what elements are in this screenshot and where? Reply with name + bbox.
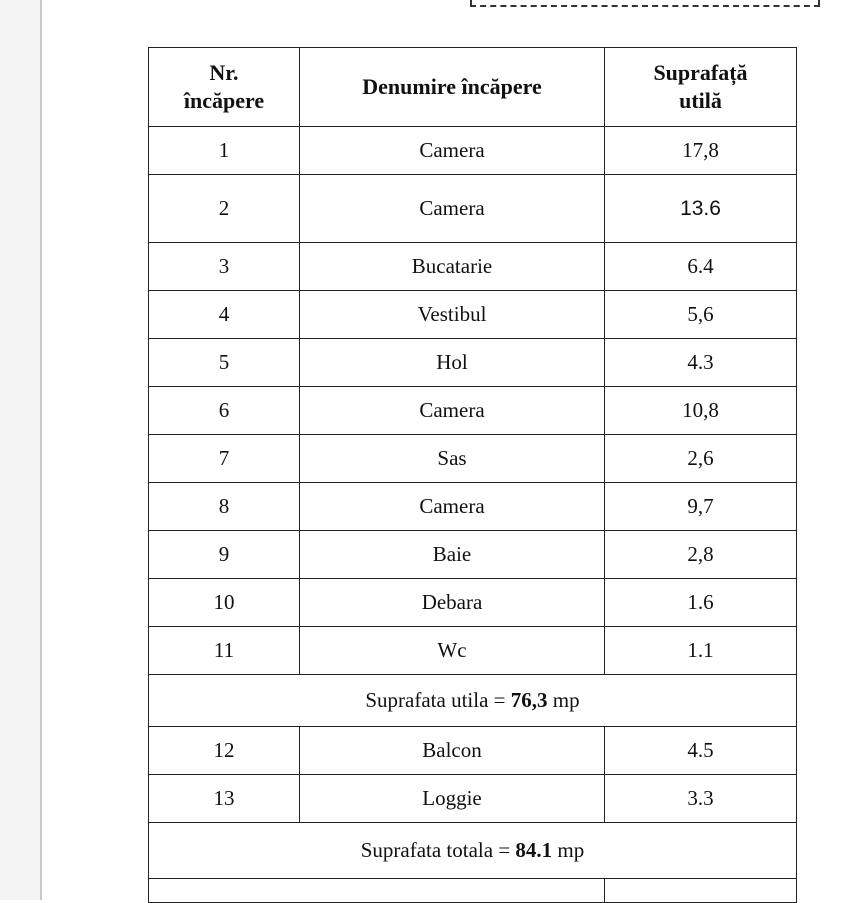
room-number: 8 <box>149 483 300 531</box>
page-left-margin <box>0 0 40 900</box>
room-number: 4 <box>149 291 300 339</box>
room-area: 2,6 <box>605 435 797 483</box>
room-area: 5,6 <box>605 291 797 339</box>
table-row <box>149 175 797 243</box>
room-name: Baie <box>300 531 605 579</box>
header-usable-area: Suprafață utilă <box>605 48 797 127</box>
table-header-row <box>149 48 797 127</box>
room-number: 6 <box>149 387 300 435</box>
room-area: 1.6 <box>605 579 797 627</box>
room-area: 6.4 <box>605 243 797 291</box>
room-name: Camera <box>300 387 605 435</box>
page-edge-line <box>40 0 42 900</box>
table-row <box>149 243 797 291</box>
room-name: Bucatarie <box>300 243 605 291</box>
cut-off-cell <box>149 879 605 903</box>
room-area: 10,8 <box>605 387 797 435</box>
cut-off-cell <box>605 879 797 903</box>
room-name: Balcon <box>300 727 605 775</box>
table-row <box>149 727 797 775</box>
room-name: Camera <box>300 483 605 531</box>
total-row <box>149 823 797 879</box>
room-name: Sas <box>300 435 605 483</box>
room-number: 5 <box>149 339 300 387</box>
room-area: 17,8 <box>605 127 797 175</box>
cut-off-row <box>149 879 797 903</box>
room-number: 3 <box>149 243 300 291</box>
room-number: 10 <box>149 579 300 627</box>
table-row <box>149 531 797 579</box>
table-row <box>149 483 797 531</box>
room-number: 12 <box>149 727 300 775</box>
room-name: Wc <box>300 627 605 675</box>
room-area: 4.3 <box>605 339 797 387</box>
room-area: 1.1 <box>605 627 797 675</box>
usable-area-total: Suprafata utila = 76,3 mp <box>149 675 797 727</box>
room-number: 9 <box>149 531 300 579</box>
top-border-fragment <box>470 0 820 7</box>
table-row <box>149 127 797 175</box>
table-row <box>149 435 797 483</box>
room-name: Hol <box>300 339 605 387</box>
room-number: 13 <box>149 775 300 823</box>
table-row <box>149 627 797 675</box>
header-room-number: Nr. încăpere <box>149 48 300 127</box>
table-row <box>149 775 797 823</box>
room-name: Debara <box>300 579 605 627</box>
table-row <box>149 579 797 627</box>
room-name: Vestibul <box>300 291 605 339</box>
room-number: 1 <box>149 127 300 175</box>
room-area: 9,7 <box>605 483 797 531</box>
room-number: 11 <box>149 627 300 675</box>
room-area: 4.5 <box>605 727 797 775</box>
subtotal-row <box>149 675 797 727</box>
table-row <box>149 387 797 435</box>
room-number: 2 <box>149 175 300 243</box>
room-number: 7 <box>149 435 300 483</box>
table-row <box>149 339 797 387</box>
header-room-name: Denumire încăpere <box>300 48 605 127</box>
room-name: Camera <box>300 127 605 175</box>
room-area: 13.6 <box>605 175 797 243</box>
rooms-table <box>148 47 797 903</box>
room-name: Loggie <box>300 775 605 823</box>
total-area: Suprafata totala = 84.1 mp <box>149 823 797 879</box>
table-row <box>149 291 797 339</box>
room-name: Camera <box>300 175 605 243</box>
room-area: 2,8 <box>605 531 797 579</box>
room-area: 3.3 <box>605 775 797 823</box>
